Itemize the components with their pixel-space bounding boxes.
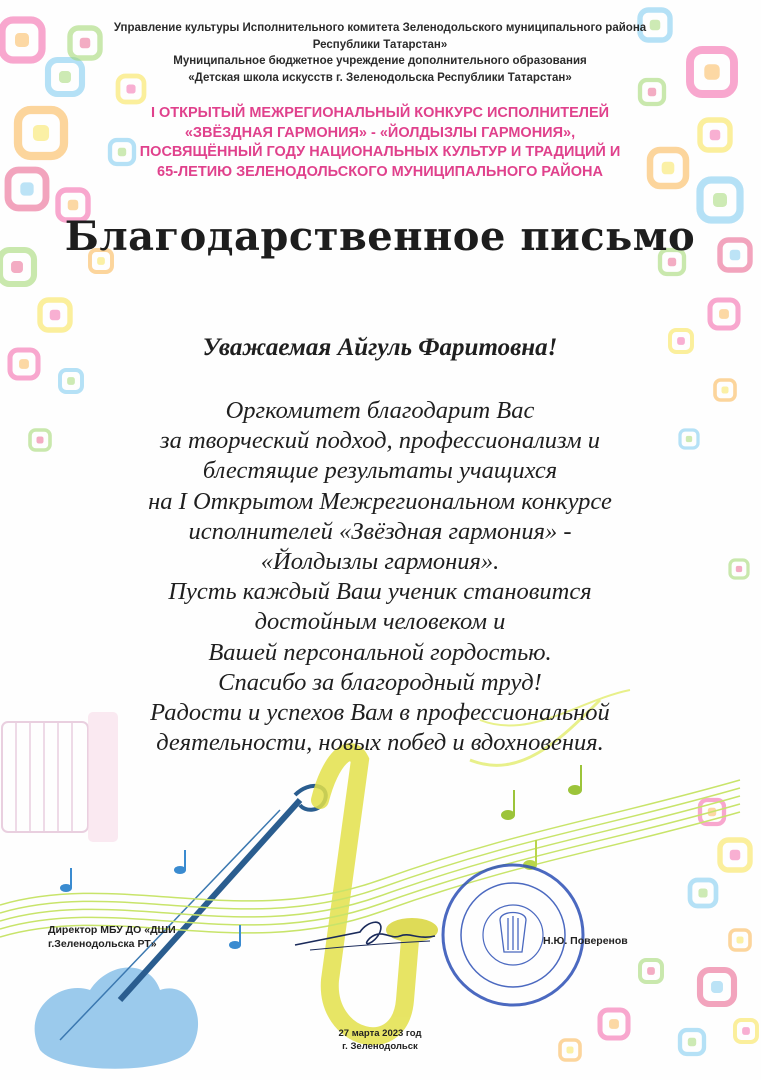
body-line: на I Открытом Межрегиональном конкурсе [148, 487, 612, 515]
contest-line: «ЗВЁЗДНАЯ ГАРМОНИЯ» - «ЙОЛДЫЗЛЫ ГАРМОНИЯ», [184, 124, 576, 141]
director-title [48, 923, 176, 951]
decorative-square-center [713, 193, 727, 207]
signer-name: Н.Ю. Поверенов [543, 935, 628, 947]
decorative-square-center [647, 967, 655, 975]
letter-place: г. Зеленодольск [342, 1041, 418, 1052]
decorative-square-center [722, 387, 729, 394]
decorative-square-center [688, 1038, 696, 1046]
issuing-organizations [40, 20, 720, 86]
decorative-square-center [730, 250, 741, 261]
body-line: Вашей персональной гордостью. [208, 638, 552, 666]
director-line: г.Зеленодольска РТ» [48, 938, 157, 950]
decorative-square-center [20, 182, 33, 195]
header-line: Управление культуры Исполнительного комитета Зеленодольского муниципального района [113, 22, 647, 34]
contest-line: I ОТКРЫТЫЙ МЕЖРЕГИОНАЛЬНЫЙ КОНКУРС ИСПОЛНИТЕЛЕЙ [150, 105, 610, 121]
handwritten-signature [290, 910, 440, 960]
decorative-square-center [711, 981, 723, 993]
decorative-square-center [11, 261, 23, 273]
body-line: Спасибо за благородный труд! [218, 668, 542, 696]
body-line: достойным человеком и [254, 608, 506, 636]
decorative-square-center [737, 937, 744, 944]
body-line: исполнителей «Звёздная гармония» - [188, 517, 572, 545]
decorative-square-center [15, 33, 29, 47]
director-line: Директор МБУ ДО «ДШИ [48, 924, 176, 936]
decorative-square-center [609, 1019, 619, 1029]
header-line: Муниципальное бюджетное учреждение дополнительного образования [173, 55, 587, 67]
decorative-square-center [67, 377, 75, 385]
saxophone-illustration [320, 752, 438, 1036]
decorative-square-center [50, 310, 61, 321]
contest-line: ПОСВЯЩЁННЫЙ ГОДУ НАЦИОНАЛЬНЫХ КУЛЬТУР И ТРАДИЦИЙ И [139, 144, 621, 160]
decorative-square-center [730, 850, 741, 861]
body-line: Оргкомитет благодарит Вас [225, 397, 535, 424]
decorative-square-center [68, 200, 79, 211]
decorative-square-center [698, 888, 707, 897]
body-line: блестящие результаты учащихся [202, 457, 558, 485]
header-line: «Детская школа искусств г. Зеленодольска Республики Татарстан» [188, 71, 572, 84]
letter-date: 27 марта 2023 год [338, 1028, 422, 1039]
decorative-square-center [19, 359, 29, 369]
header-line: Республики Татарстан» [312, 38, 448, 51]
body-line: «Йолдызлы гармония». [260, 548, 500, 576]
decorative-square-center [648, 88, 656, 96]
body-line: за творческий подход, профессионализм и [160, 427, 600, 455]
document-title: Благодарственное письмо [64, 213, 696, 260]
body-line: Пусть каждый Ваш ученик становится [168, 578, 592, 606]
decorative-square-center [719, 309, 729, 319]
body-line: деятельности, новых побед и вдохновения. [156, 729, 604, 757]
letter-body [30, 396, 730, 758]
decorative-square-center [567, 1047, 574, 1054]
date-place [230, 1027, 530, 1053]
greeting: Уважаемая Айгуль Фаритовна! [202, 334, 558, 361]
contest-line: 65-ЛЕТИЮ ЗЕЛЕНОДОЛЬСКОГО МУНИЦИПАЛЬНОГО РАЙОНА [157, 163, 603, 180]
decorative-square-center [736, 566, 742, 572]
decorative-square-center [742, 1027, 750, 1035]
contest-title [40, 104, 720, 182]
body-line: Радости и успехов Вам в профессиональной [150, 699, 610, 727]
